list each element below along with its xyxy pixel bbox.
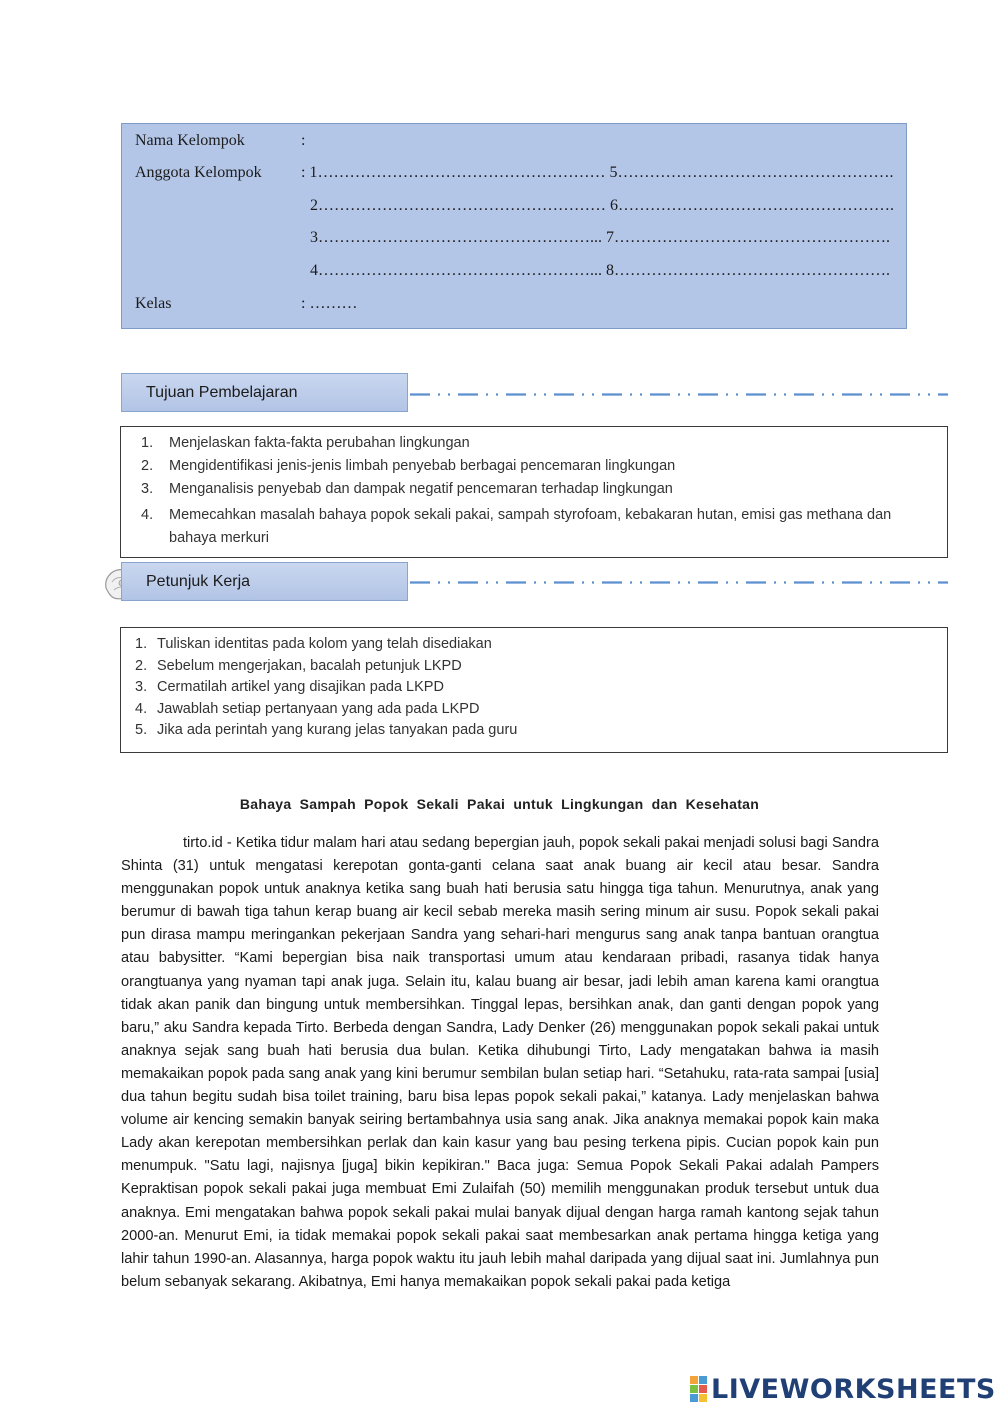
member-field-2-6[interactable]: 2……………………………………………… 6……………………………………………. bbox=[310, 197, 894, 214]
article-body bbox=[121, 832, 879, 1294]
group-name-label: Nama Kelompok bbox=[135, 132, 245, 149]
member-field-3-7[interactable]: 3……………………………………………... 7……………………………………………. bbox=[310, 229, 890, 246]
objective-item: 4. Memecahkan masalah bahaya popok sekali pakai, sampah styrofoam, kebakaran hutan, emisi gas methana dan bahaya merkuri bbox=[141, 507, 892, 546]
objective-item: 1. Menjelaskan fakta-fakta perubahan lingkungan bbox=[141, 435, 470, 451]
instruction-item: 4. Jawablah setiap pertanyaan yang ada pada LKPD bbox=[135, 700, 480, 717]
instruction-item: 5. Jika ada perintah yang kurang jelas tanyakan pada guru bbox=[135, 722, 518, 738]
instruction-item: 1. Tuliskan identitas pada kolom yang telah disediakan bbox=[135, 636, 492, 652]
identity-box bbox=[121, 123, 907, 329]
members-label: Anggota Kelompok bbox=[135, 164, 262, 181]
class-row bbox=[135, 295, 357, 313]
group-name-row bbox=[135, 132, 305, 150]
group-name-field[interactable]: : bbox=[301, 132, 306, 149]
class-field[interactable]: : ……… bbox=[301, 295, 358, 312]
members-row bbox=[135, 164, 893, 182]
objectives-header: Tujuan Pembelajaran bbox=[121, 373, 408, 412]
member-field-4-8[interactable]: 4……………………………………………... 8……………………………………………. bbox=[310, 262, 890, 279]
objective-item: 2. Mengidentifikasi jenis-jenis limbah penyebab berbagai pencemaran lingkungan bbox=[141, 458, 676, 474]
instructions-header: Petunjuk Kerja bbox=[121, 562, 408, 601]
logo-blocks-icon bbox=[690, 1376, 707, 1402]
liveworksheets-logo bbox=[690, 1374, 996, 1404]
objectives-dash-line bbox=[410, 393, 948, 396]
logo-text: LIVEWORKSHEETS bbox=[711, 1373, 996, 1405]
objective-item: 3. Menganalisis penyebab dan dampak negatif pencemaran terhadap lingkungan bbox=[141, 481, 673, 497]
instruction-item: 3. Cermatilah artikel yang disajikan pada LKPD bbox=[135, 679, 444, 695]
instructions-dash-line bbox=[410, 581, 948, 584]
article-title: Bahaya Sampah Popok Sekali Pakai untuk Lingkungan dan Kesehatan bbox=[239, 796, 760, 812]
instruction-item: 2. Sebelum mengerjakan, bacalah petunjuk LKPD bbox=[135, 657, 462, 674]
class-label: Kelas bbox=[135, 295, 172, 312]
article-paragraph: tirto.id - Ketika tidur malam hari atau sedang bepergian jauh, popok sekali pakai menjadi solusi bagi Sandra Shinta (31) untuk mengatasi kerepotan gonta-ganti celana saat anak buang air kecil atau besar. Sandra menggunakan popok untuk anaknya ketika sang buah hati berusia satu hingga tiga tahun. Menurutnya, anak yang berumur di bawah tiga tahun kerap buang air kecil sebab mereka masih sering minum air susu. Popok sekali pakai pun dirasa mampu meringankan pekerjaan Sandra yang sehari-hari mengurus sang anak tanpa bantuan orangtua atau babysitter. “Kami bepergian bisa naik transportasi umum atau kendaraan pribadi, rasanya tidak hanya orangtuanya yang nyaman tapi anak juga. Selain itu, kalau buang air besar, jadi lebih aman karena kami orangtua tidak akan panik dan bingung untuk membersihkan. Tinggal lepas, bersihkan anak, dan ganti dengan popok yang baru,” aku Sandra kepada Tirto. Berbeda dengan Sandra, Lady Denker (26) menggunakan popok sekali pakai untuk anaknya sejak sang buah hati berusia dua bulan. Ketika dihubungi Tirto, Lady mengatakan bahwa ia masih memakaikan popok pada sang anak yang kini berumur sembilan bulan setiap hari. “Setahuku, rata-rata sampai [usia] dua tahun begitu sudah bisa toilet training, baru bisa lepas popok sekali pakai,” katanya. Lady menjelaskan bahwa volume air kencing semakin banyak seiring bertambahnya usia sang anak. Jika anaknya memakai popok kain maka Lady akan kerepotan membersihkan perlak dan kain kasur yang bau pesing terkena pipis. Cucian popok kain pun menumpuk. "Satu lagi, najisnya [juga] bikin kepikiran." Baca juga: Semua Popok Sekali Pakai adalah Pampers Kepraktisan popok sekali pakai juga membuat Emi Zulaifah (50) memilih menggunakan produk tersebut untuk dua anaknya. Emi mengatakan bahwa popok sekali pakai mulai banyak dijual dengan harga ramah kantong sejak tahun 2000-an. Menurut Emi, ia tidak memakai popok sekali pakai saat membesarkan anak pertama hingga ketiga yang lahir tahun 1990-an. Alasannya, harga popok waktu itu jauh lebih mahal daripada yang dijual saat ini. Jumlahnya pun belum sebanyak sekarang. Akibatnya, Emi hanya memakaikan popok sekali pakai pada ketiga bbox=[121, 835, 879, 1290]
member-field-1-5[interactable]: : 1……………………………………………… 5……………………………………………. bbox=[301, 164, 894, 181]
instructions-box bbox=[120, 627, 948, 753]
objectives-box bbox=[120, 426, 948, 558]
